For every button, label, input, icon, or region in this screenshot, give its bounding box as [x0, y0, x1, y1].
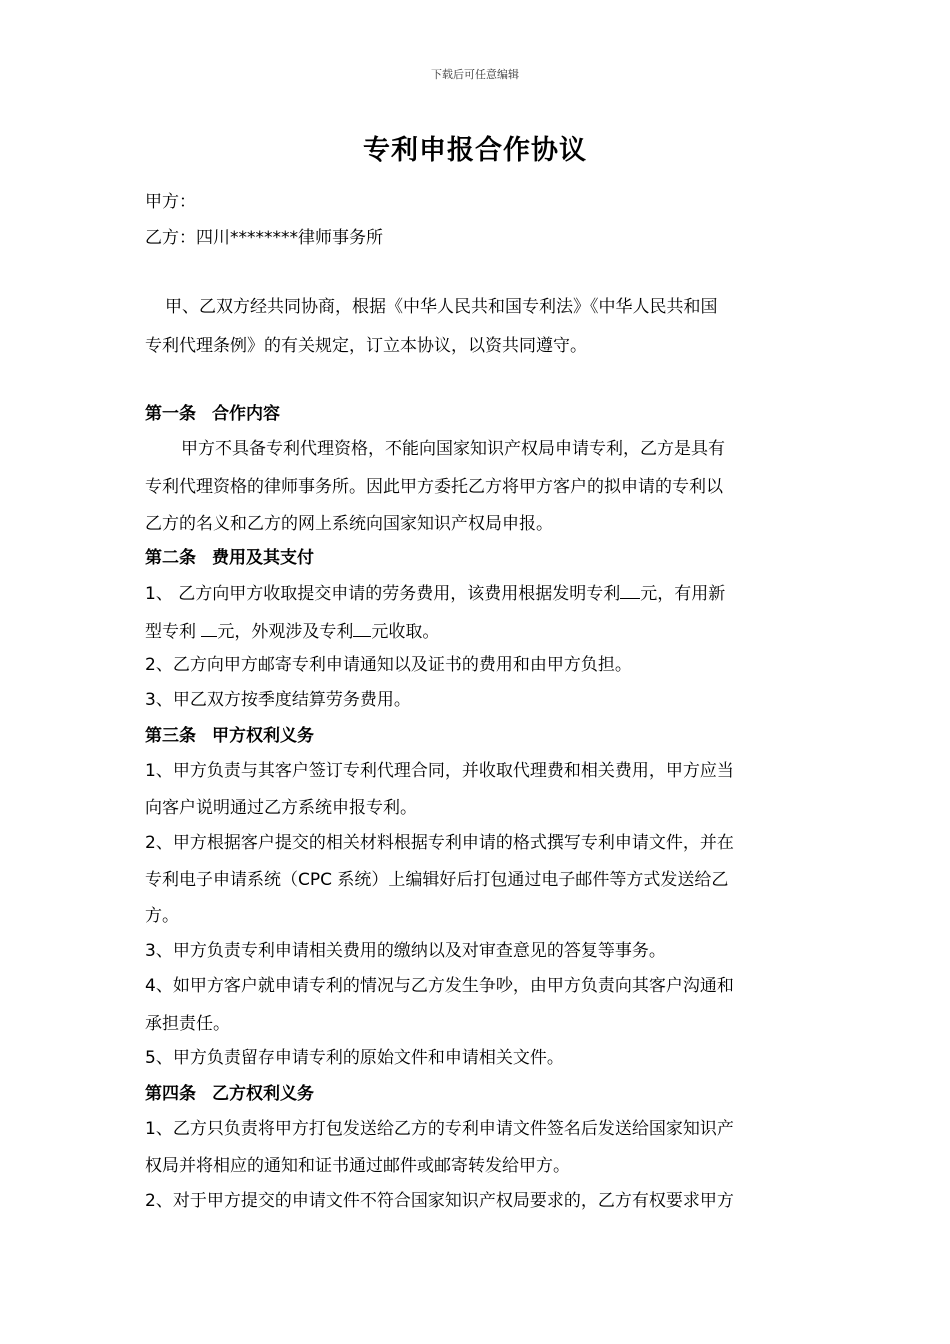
party-a-line: 甲方：	[145, 192, 196, 212]
design-fee-blank	[353, 618, 371, 637]
article4-line: 权局并将相应的通知和证书通过邮件或邮寄转发给甲方。	[145, 1156, 570, 1176]
article3-line: 专利电子申请系统（CPC 系统）上编辑好后打包通过电子邮件等方式发送给乙	[145, 870, 729, 890]
article-number: 第四条	[145, 1084, 196, 1104]
article-title: 合作内容	[212, 404, 280, 424]
party-b-line: 乙方：四川********律师事务所	[145, 228, 383, 248]
article-number: 第一条	[145, 404, 196, 424]
utility-fee-blank	[201, 618, 217, 637]
article2-item3: 3、甲乙双方按季度结算劳务费用。	[145, 690, 411, 710]
article1-line: 乙方的名义和乙方的网上系统向国家知识产权局申报。	[145, 514, 553, 534]
article3-line: 2、甲方根据客户提交的相关材料根据专利申请的格式撰写专利申请文件，并在	[145, 833, 734, 853]
article-title: 费用及其支付	[212, 548, 314, 568]
article4-line: 1、乙方只负责将甲方打包发送给乙方的专利申请文件签名后发送给国家知识产	[145, 1119, 734, 1139]
preamble-line: 专利代理条例》的有关规定，订立本协议，以资共同遵守。	[145, 336, 587, 356]
header-note: 下载后可任意编辑	[431, 68, 519, 81]
article3-heading	[145, 724, 825, 748]
article-number: 第二条	[145, 548, 196, 568]
article3-line: 3、甲方负责专利申请相关费用的缴纳以及对审查意见的答复等事务。	[145, 941, 666, 961]
article2-item1-line1	[145, 580, 825, 606]
article3-line: 承担责任。	[145, 1014, 230, 1034]
article2-heading	[145, 546, 825, 570]
invention-fee-blank	[620, 580, 640, 599]
article2-item1-line2	[145, 618, 825, 644]
article-number: 第三条	[145, 726, 196, 746]
article3-line: 向客户说明通过乙方系统申报专利。	[145, 798, 417, 818]
article4-line: 2、对于甲方提交的申请文件不符合国家知识产权局要求的，乙方有权要求甲方	[145, 1191, 734, 1211]
fee-text: 元，外观涉及专利	[217, 622, 354, 642]
article3-line: 4、如甲方客户就申请专利的情况与乙方发生争吵，由甲方负责向其客户沟通和	[145, 976, 734, 996]
article1-line: 甲方不具备专利代理资格，不能向国家知识产权局申请专利，乙方是具有	[181, 439, 725, 459]
article4-heading	[145, 1082, 825, 1106]
fee-text: 型专利	[145, 622, 202, 642]
article3-line: 1、甲方负责与其客户签订专利代理合同，并收取代理费和相关费用，甲方应当	[145, 761, 734, 781]
fee-text: 1、 乙方向甲方收取提交申请的劳务费用，该费用根据发明专利	[145, 584, 621, 604]
article-title: 乙方权利义务	[212, 1084, 314, 1104]
preamble-line: 甲、乙双方经共同协商，根据《中华人民共和国专利法》《中华人民共和国	[165, 297, 718, 317]
document-title: 专利申报合作协议	[363, 135, 587, 166]
article3-line: 5、甲方负责留存申请专利的原始文件和申请相关文件。	[145, 1048, 564, 1068]
article2-item2: 2、乙方向甲方邮寄专利申请通知以及证书的费用和由甲方负担。	[145, 655, 632, 675]
fee-text: 元，有用新	[640, 584, 726, 604]
article-title: 甲方权利义务	[212, 726, 314, 746]
article3-line: 方。	[145, 906, 179, 926]
article1-heading	[145, 402, 825, 426]
article1-line: 专利代理资格的律师事务所。因此甲方委托乙方将甲方客户的拟申请的专利以	[145, 477, 723, 497]
fee-text: 元收取。	[371, 622, 440, 642]
